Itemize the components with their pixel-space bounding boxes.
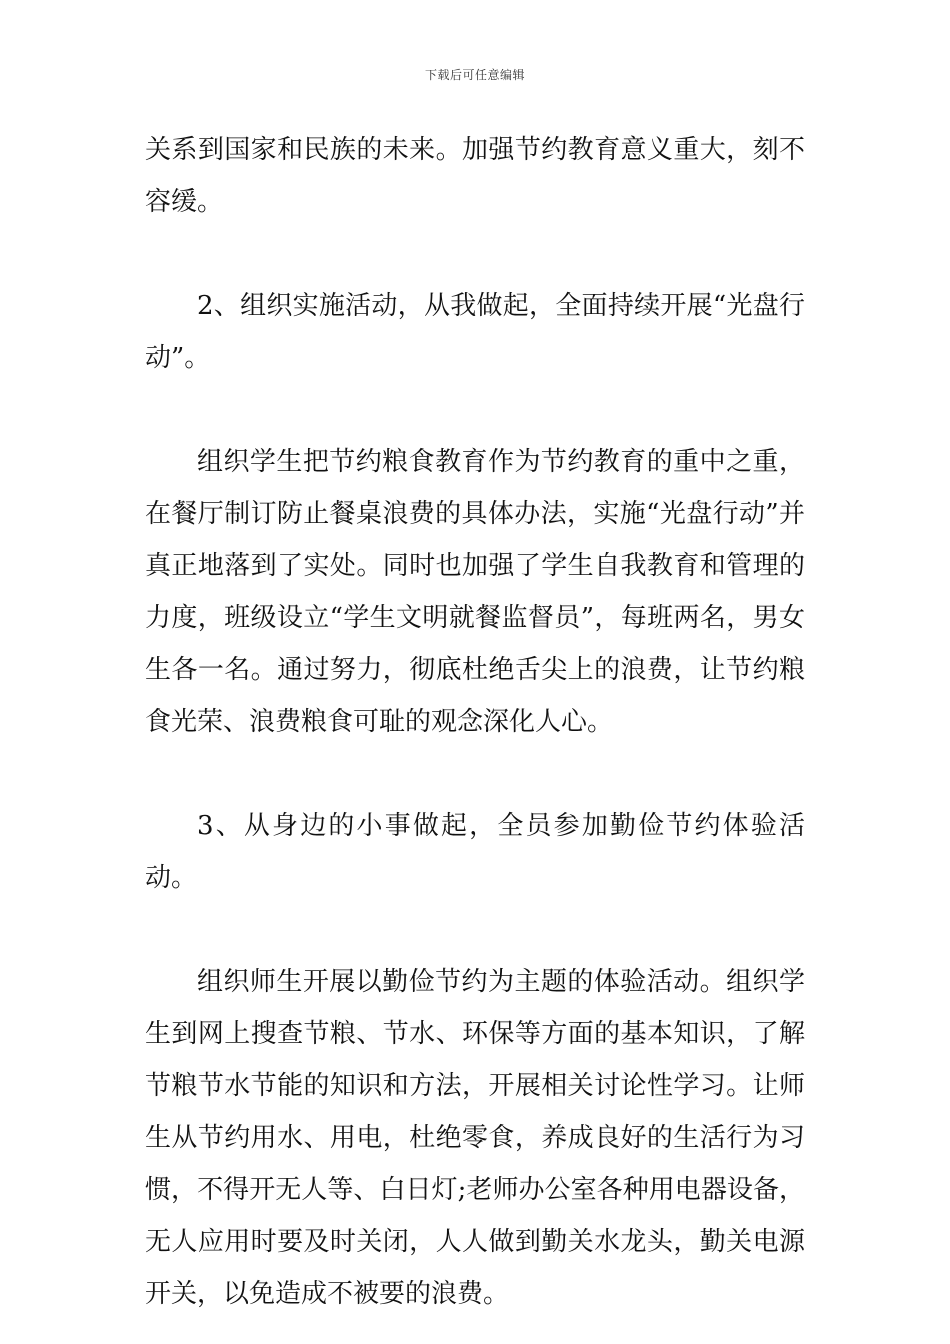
section-heading-3: 3、从身边的小事做起，全员参加勤俭节约体验活动。	[145, 811, 805, 893]
document-body	[145, 124, 805, 1320]
section-heading-2: 2、组织实施活动，从我做起，全面持续开展“光盘行动”。	[145, 291, 805, 373]
paragraph-clean-plate: 组织学生把节约粮食教育作为节约教育的重中之重，在餐厅制订防止餐桌浪费的具体办法，实施“光盘行动”并真正地落到了实处。同时也加强了学生自我教育和管理的力度，班级设立“学生文明就餐监督员”，每班两名，男女生各一名。通过努力，彻底杜绝舌尖上的浪费，让节约粮食光荣、浪费粮食可耻的观念深化人心。	[145, 447, 805, 737]
paragraph-continuation: 关系到国家和民族的未来。加强节约教育意义重大，刻不容缓。	[145, 135, 805, 217]
paragraph-frugality-activities: 组织师生开展以勤俭节约为主题的体验活动。组织学生到网上搜查节粮、节水、环保等方面的基本知识，了解节粮节水节能的知识和方法，开展相关讨论性学习。让师生从节约用水、用电，杜绝零食，养成良好的生活行为习惯，不得开无人等、白日灯;老师办公室各种用电器设备，无人应用时要及时关闭，人人做到勤关水龙头，勤关电源开关，以免造成不被要的浪费。	[145, 967, 805, 1309]
header-note: 下载后可任意编辑	[424, 68, 525, 82]
